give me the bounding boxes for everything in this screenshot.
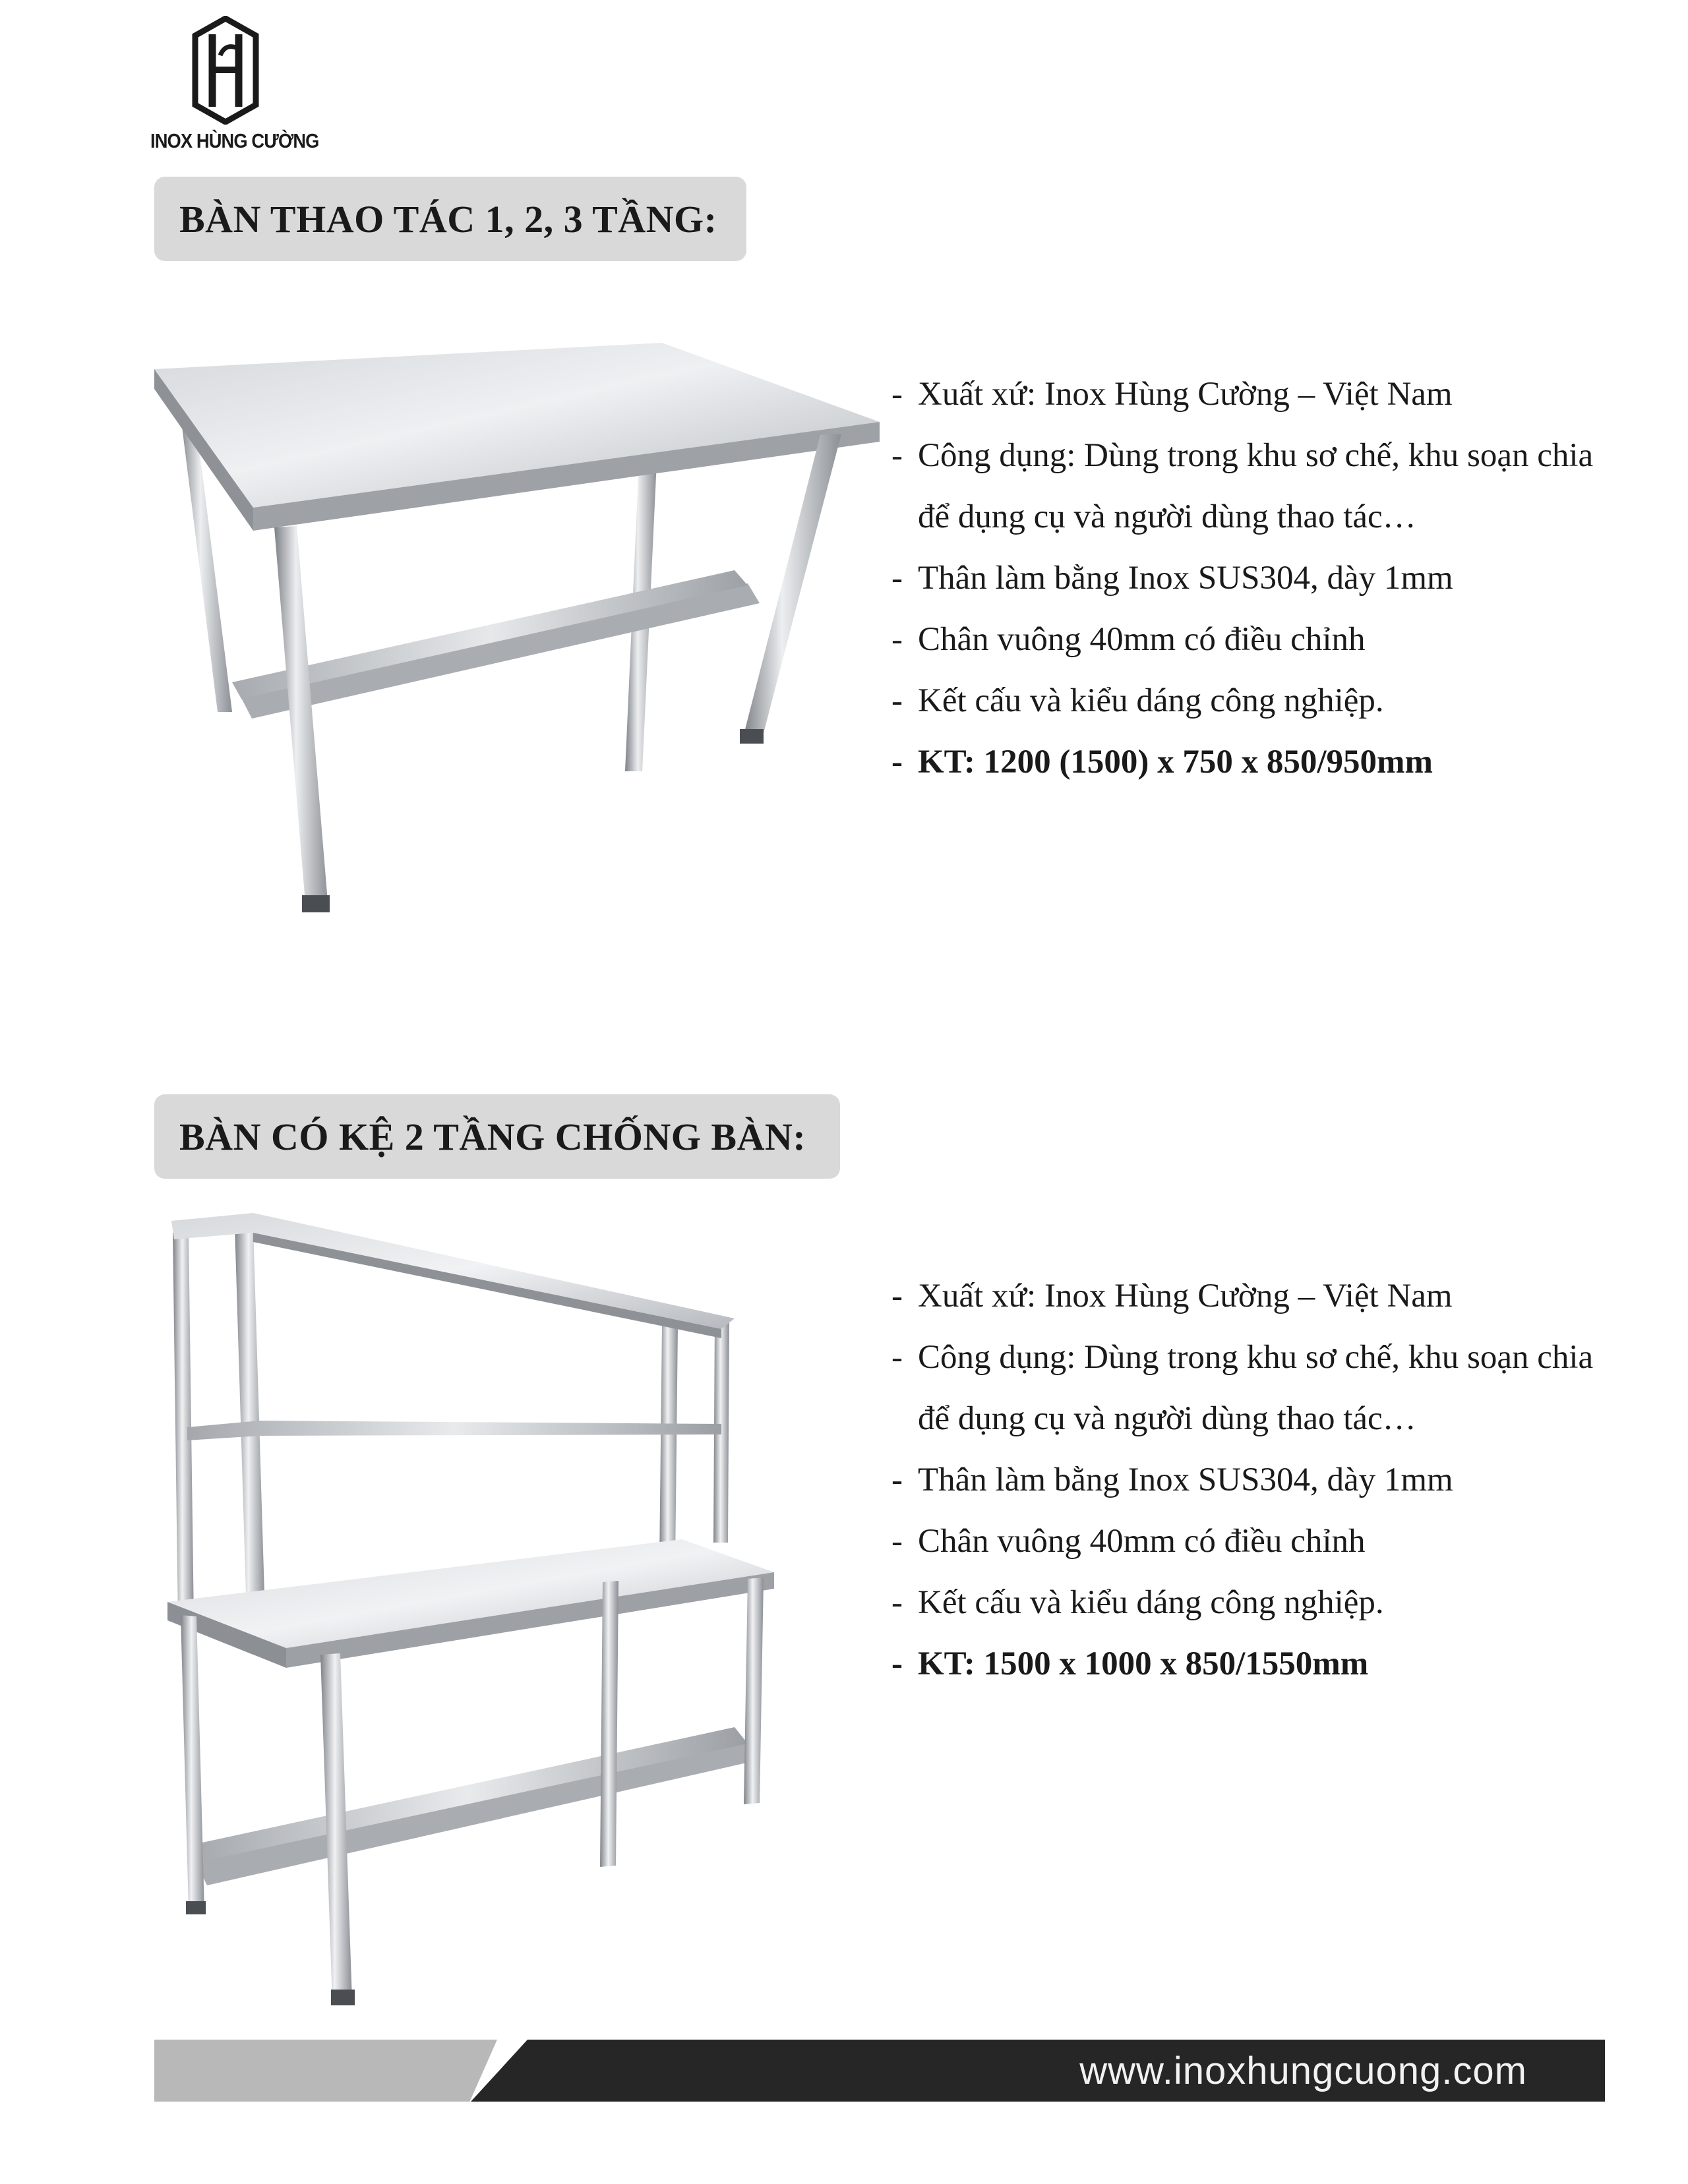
shelf-table-photo: [154, 1213, 787, 2017]
spec-origin: - Xuất xứ: Inox Hùng Cường – Việt Nam: [891, 364, 1670, 425]
spec-usage-continued: để dụng cụ và người dùng thao tác…: [918, 498, 1416, 535]
hc-monogram-icon: [191, 16, 260, 125]
section-title: BÀN CÓ KỆ 2 TẦNG CHỐNG BÀN:: [179, 1115, 806, 1158]
section-heading-work-table: [154, 177, 746, 261]
spec-legs: - Chân vuông 40mm có điều chỉnh: [891, 609, 1670, 670]
website-link[interactable]: www.inoxhungcuong.com: [1079, 2050, 1527, 2092]
spec-dimensions: - KT: 1200 (1500) x 750 x 850/950mm: [891, 732, 1670, 793]
footer-accent-grey: [154, 2040, 497, 2102]
brand-logo: [150, 16, 319, 161]
spec-material: - Thân làm bằng Inox SUS304, dày 1mm: [891, 548, 1670, 609]
work-table-photo: [154, 343, 886, 923]
spec-origin: - Xuất xứ: Inox Hùng Cường – Việt Nam: [891, 1266, 1670, 1327]
spec-legs: - Chân vuông 40mm có điều chỉnh: [891, 1511, 1670, 1572]
shelf-table-specs: [891, 1266, 1670, 1695]
spec-material: - Thân làm bằng Inox SUS304, dày 1mm: [891, 1450, 1670, 1511]
spec-usage: - Công dụng: Dùng trong khu sơ chế, khu soạn chia: [891, 425, 1670, 487]
section-heading-shelf-table: [154, 1094, 840, 1179]
work-table-specs: [891, 364, 1670, 793]
footer-bar: [154, 2040, 1605, 2102]
spec-usage: - Công dụng: Dùng trong khu sơ chế, khu soạn chia: [891, 1327, 1670, 1388]
spec-structure: - Kết cấu và kiểu dáng công nghiệp.: [891, 670, 1670, 732]
spec-dimensions: - KT: 1500 x 1000 x 850/1550mm: [891, 1634, 1670, 1695]
brand-name: INOX HÙNG CƯỜNG: [150, 129, 319, 152]
spec-structure: - Kết cấu và kiểu dáng công nghiệp.: [891, 1572, 1670, 1634]
section-title: BÀN THAO TÁC 1, 2, 3 TẦNG:: [179, 197, 717, 241]
spec-usage-continued: để dụng cụ và người dùng thao tác…: [918, 1400, 1416, 1437]
